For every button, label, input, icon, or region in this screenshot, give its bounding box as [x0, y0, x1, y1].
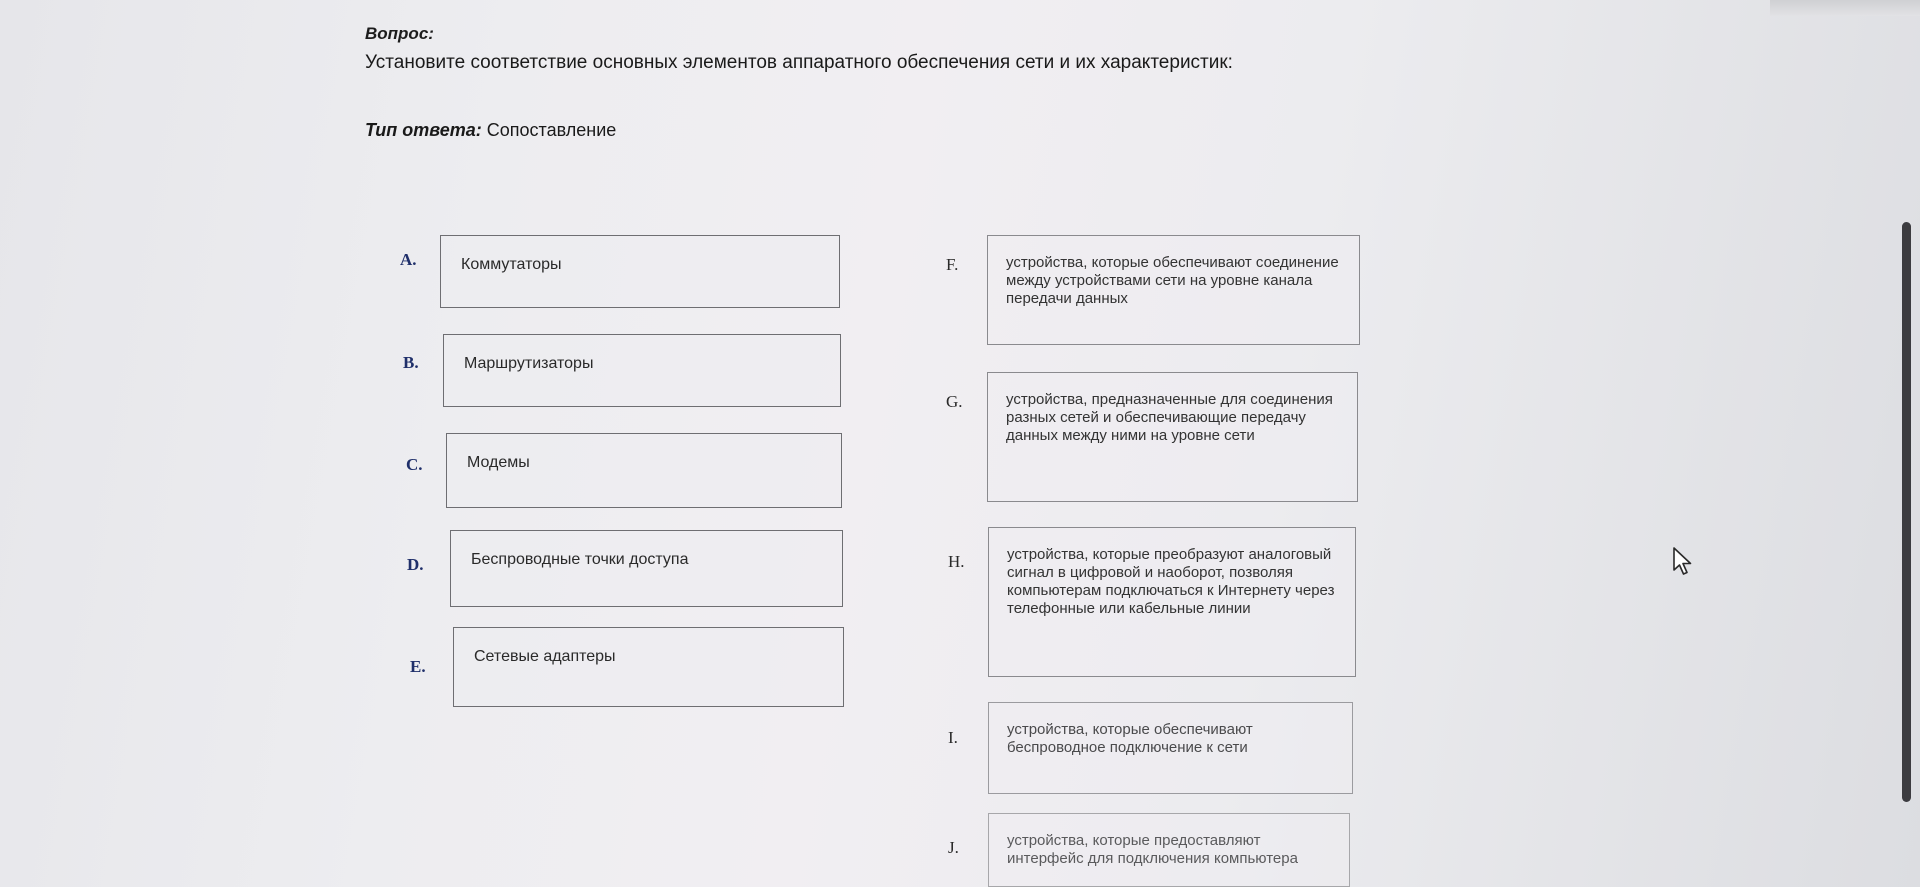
- question-text: Установите соответствие основных элементов аппаратного обеспечения сети и их характеристик:: [365, 52, 1233, 73]
- right-letter-h: H.: [948, 552, 965, 571]
- scrollbar-thumb[interactable]: [1902, 222, 1911, 802]
- left-letter-a: A.: [400, 250, 417, 269]
- right-letter-i: I.: [948, 728, 958, 747]
- right-item-f[interactable]: [987, 235, 1360, 345]
- mouse-pointer-icon: [1672, 546, 1694, 576]
- question-label: Вопрос:: [365, 24, 434, 43]
- left-item-access-points[interactable]: [450, 530, 843, 607]
- answer-type-value: Сопоставление: [486, 120, 617, 140]
- left-item-switches[interactable]: [440, 235, 840, 308]
- right-item-h[interactable]: [988, 527, 1356, 677]
- right-item-g[interactable]: [987, 372, 1358, 502]
- left-item-network-adapters[interactable]: [453, 627, 844, 707]
- left-letter-e: E.: [410, 657, 426, 676]
- left-item-label: Маршрутизаторы: [464, 355, 594, 372]
- right-item-text: устройства, которые обеспечивают соединение между устройствами сети на уровне канала передачи данных: [1006, 254, 1339, 307]
- left-item-modems[interactable]: [446, 433, 842, 508]
- right-item-j[interactable]: [988, 813, 1350, 887]
- left-letter-b: B.: [403, 353, 419, 372]
- left-letter-d: D.: [407, 555, 424, 574]
- right-item-i[interactable]: [988, 702, 1353, 794]
- left-item-label: Беспроводные точки доступа: [471, 551, 689, 568]
- right-letter-f: F.: [946, 255, 959, 274]
- left-letter-c: C.: [406, 455, 423, 474]
- right-letter-j: J.: [948, 838, 959, 857]
- answer-type: [365, 120, 616, 141]
- left-item-label: Сетевые адаптеры: [474, 648, 616, 665]
- left-item-label: Модемы: [467, 454, 530, 471]
- answer-type-label: Тип ответа:: [365, 120, 482, 140]
- left-item-label: Коммутаторы: [461, 256, 562, 273]
- left-item-routers[interactable]: [443, 334, 841, 407]
- right-item-text: устройства, которые обеспечивают беспроводное подключение к сети: [1007, 721, 1253, 756]
- window-top-bar: [1770, 0, 1920, 16]
- right-item-text: устройства, которые преобразуют аналоговый сигнал в цифровой и наоборот, позволяя компьютерам подключаться к Интернету через телефонные или кабельные линии: [1007, 546, 1335, 617]
- right-item-text: устройства, которые предоставляют интерфейс для подключения компьютера: [1007, 832, 1298, 867]
- right-item-text: устройства, предназначенные для соединения разных сетей и обеспечивающие передачу данных между ними на уровне сети: [1006, 391, 1333, 444]
- right-letter-g: G.: [946, 392, 963, 411]
